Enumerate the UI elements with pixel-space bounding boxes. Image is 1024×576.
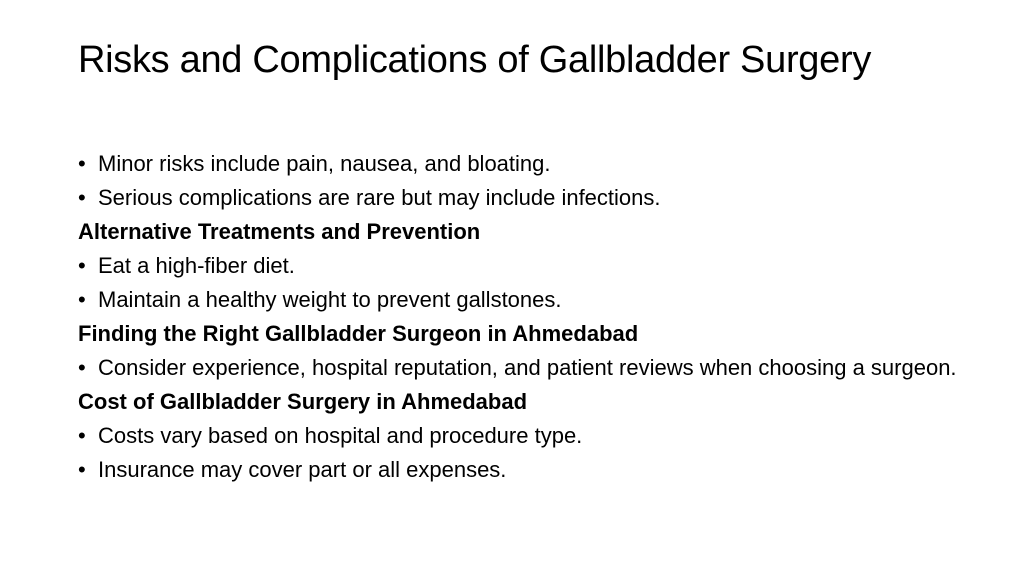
bullet-text: Consider experience, hospital reputation, and patient reviews when choosing a surgeon.: [98, 355, 957, 380]
bullet-text: Serious complications are rare but may include infections.: [98, 185, 661, 210]
bullet-icon: •: [78, 151, 86, 176]
bullet-item-insurance: [78, 458, 958, 482]
bullet-icon: •: [78, 185, 86, 210]
section-heading-cost: Cost of Gallbladder Surgery in Ahmedabad: [78, 389, 528, 414]
bullet-item-healthy-weight: [78, 288, 958, 312]
slide-body: [78, 150, 958, 482]
bullet-text: Eat a high-fiber diet.: [98, 253, 295, 278]
section-heading-alternative-treatments: Alternative Treatments and Prevention: [78, 219, 481, 244]
bullet-item-serious-complications: [78, 186, 958, 210]
bullet-icon: •: [78, 355, 86, 380]
slide-title: Risks and Complications of Gallbladder Surgery: [78, 39, 872, 81]
section-heading-finding-surgeon: Finding the Right Gallbladder Surgeon in Ahmedabad: [78, 321, 639, 346]
bullet-text: Insurance may cover part or all expenses.: [98, 457, 507, 482]
bullet-item-consider-experience: [78, 356, 958, 380]
bullet-item-costs-vary: [78, 424, 958, 448]
bullet-icon: •: [78, 457, 86, 482]
bullet-icon: •: [78, 287, 86, 312]
bullet-icon: •: [78, 253, 86, 278]
bullet-text: Maintain a healthy weight to prevent gallstones.: [98, 287, 562, 312]
bullet-text: Minor risks include pain, nausea, and bloating.: [98, 151, 551, 176]
bullet-item-high-fiber-diet: [78, 254, 958, 278]
bullet-item-minor-risks: [78, 152, 958, 176]
bullet-icon: •: [78, 423, 86, 448]
bullet-text: Costs vary based on hospital and procedure type.: [98, 423, 583, 448]
